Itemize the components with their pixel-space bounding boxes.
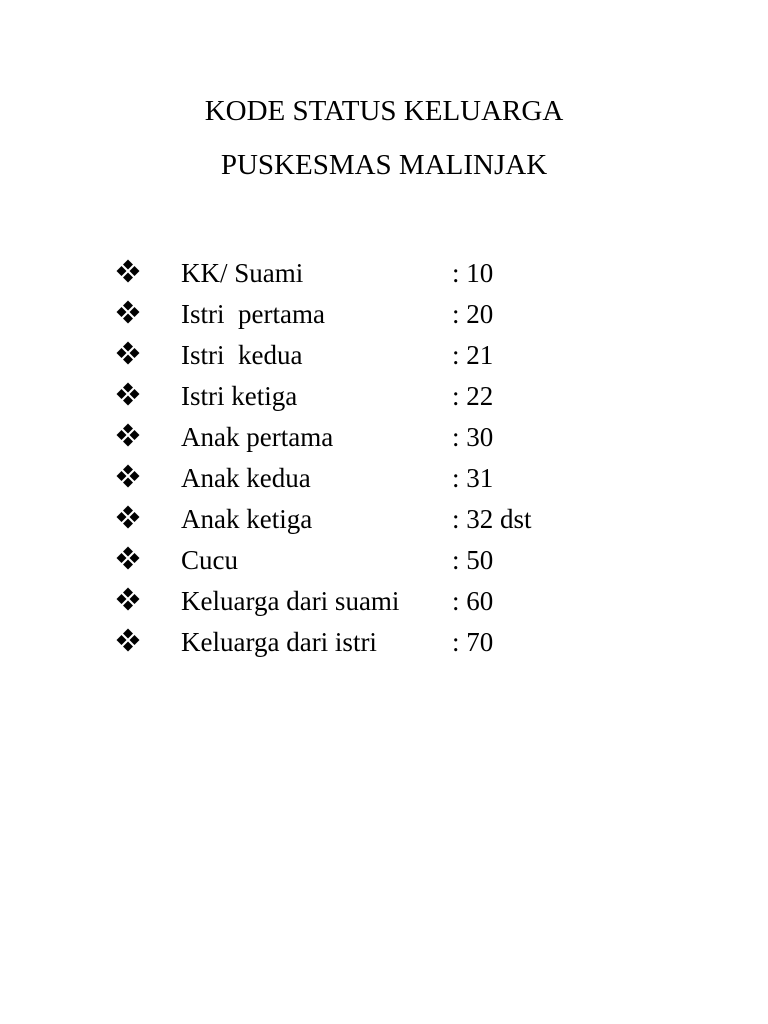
list-item <box>0 420 768 461</box>
document-title: KODE STATUS KELUARGA <box>204 95 564 127</box>
list-item <box>0 297 768 338</box>
item-value: : 50 <box>452 545 494 575</box>
diamond-bullet-icon <box>116 259 140 283</box>
item-label: Anak ketiga <box>181 504 313 534</box>
item-label: Anak kedua <box>181 463 311 493</box>
diamond-bullet-icon <box>116 546 140 570</box>
item-value: : 32 dst <box>452 504 532 534</box>
item-value: : 20 <box>452 299 494 329</box>
diamond-bullet-icon <box>116 341 140 365</box>
item-label: Istri kedua <box>181 340 303 370</box>
list-item <box>0 502 768 543</box>
diamond-bullet-icon <box>116 382 140 406</box>
diamond-bullet-icon <box>116 423 140 447</box>
diamond-bullet-icon <box>116 505 140 529</box>
diamond-bullet-icon <box>116 464 140 488</box>
list-item <box>0 543 768 584</box>
item-value: : 21 <box>452 340 494 370</box>
document-subtitle: PUSKESMAS MALINJAK <box>220 149 548 181</box>
list-item <box>0 584 768 625</box>
item-value: : 10 <box>452 258 494 288</box>
item-value: : 70 <box>452 627 494 657</box>
item-value: : 22 <box>452 381 494 411</box>
diamond-bullet-icon <box>116 587 140 611</box>
item-value: : 60 <box>452 586 494 616</box>
item-label: Istri pertama <box>181 299 325 329</box>
list-item <box>0 625 768 666</box>
list-item <box>0 379 768 420</box>
diamond-bullet-icon <box>116 628 140 652</box>
item-label: Keluarga dari suami <box>181 586 400 616</box>
list-item <box>0 256 768 297</box>
status-code-list <box>0 256 768 666</box>
diamond-bullet-icon <box>116 300 140 324</box>
item-label: Cucu <box>181 545 238 575</box>
list-item <box>0 461 768 502</box>
list-item <box>0 338 768 379</box>
item-label: Keluarga dari istri <box>181 627 377 657</box>
item-label: KK/ Suami <box>181 258 304 288</box>
item-label: Istri ketiga <box>181 381 298 411</box>
item-value: : 31 <box>452 463 494 493</box>
item-value: : 30 <box>452 422 494 452</box>
item-label: Anak pertama <box>181 422 334 452</box>
